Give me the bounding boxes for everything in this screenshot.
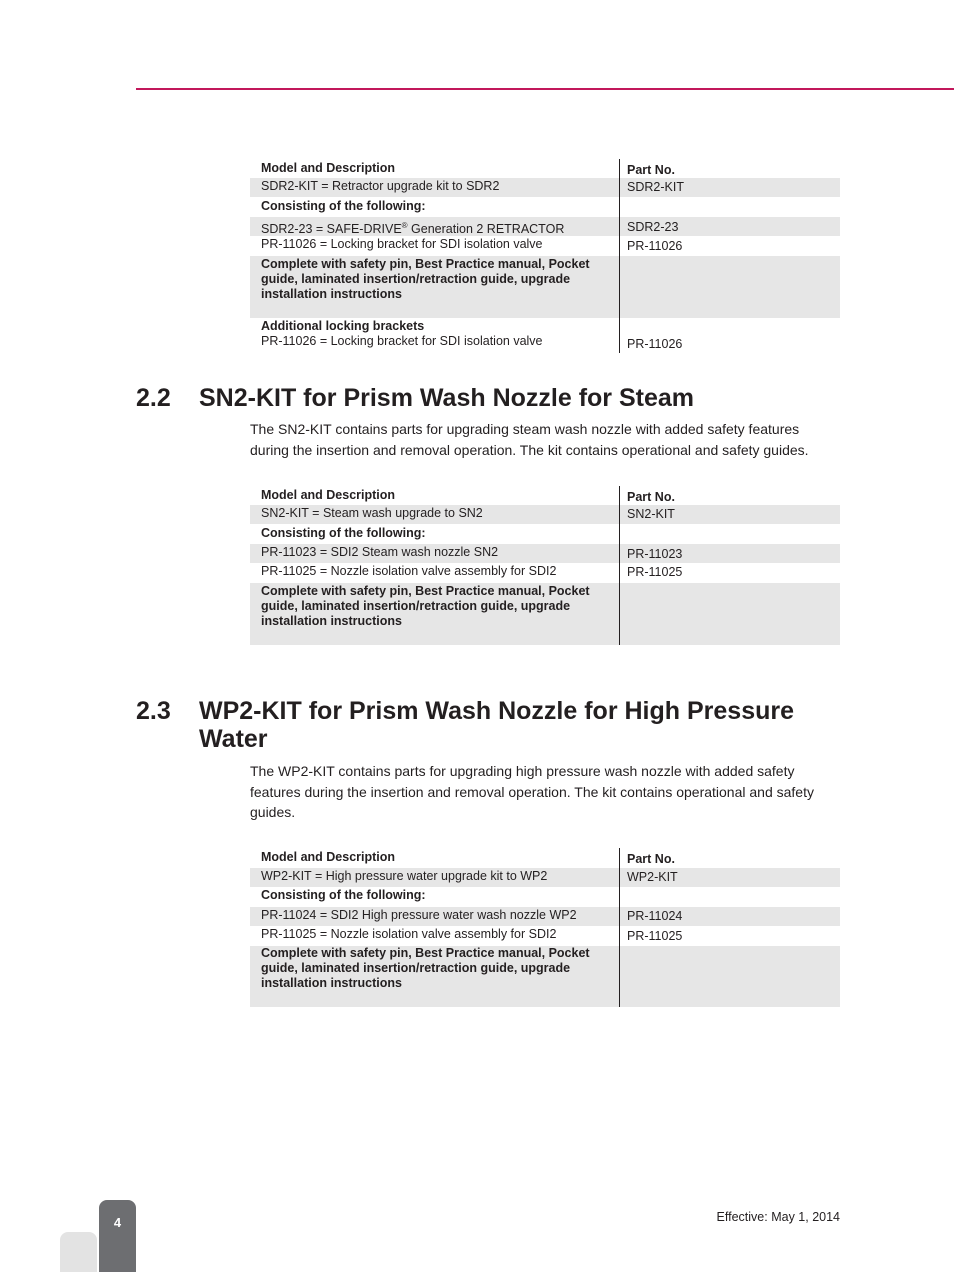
effective-date: Effective: May 1, 2014 [716, 1210, 840, 1224]
additional-brackets [250, 318, 620, 353]
footer-tab-dark [99, 1200, 136, 1272]
complete-with-note: Complete with safety pin, Best Practice manual, Pocket guide, laminated insertion/retraction guide, upgrade installation instructions [250, 946, 620, 1007]
item-part-no: PR-11025 [627, 929, 683, 943]
table-row [250, 217, 840, 236]
item-part-no: SDR2-23 [620, 217, 840, 236]
item-part-no: PR-11023 [620, 544, 840, 563]
table-row [250, 907, 840, 926]
additional-description: PR-11026 = Locking bracket for SDI isolation valve [261, 334, 543, 348]
table-row [250, 197, 840, 217]
item-part-no: PR-11024 [620, 907, 840, 926]
additional-title: Additional locking brackets [261, 319, 425, 333]
section-title: SN2-KIT for Prism Wash Nozzle for Steam [199, 384, 694, 412]
item-description: SDR2-23 = SAFE-DRIVE® Generation 2 RETRACTOR [250, 217, 620, 236]
header-description: Model and Description [250, 159, 620, 178]
kit-description: SN2-KIT = Steam wash upgrade to SN2 [250, 505, 620, 524]
header-description: Model and Description [250, 848, 620, 868]
table-header-row [250, 486, 840, 505]
parts-table-wp2 [250, 848, 840, 1007]
item-part-no: PR-11025 [627, 565, 683, 579]
complete-with-note: Complete with safety pin, Best Practice manual, Pocket guide, laminated insertion/retraction guide, upgrade installation instructions [250, 256, 620, 318]
kit-part-no: SN2-KIT [620, 505, 840, 524]
table-header-row [250, 848, 840, 868]
table-row [250, 563, 840, 583]
header-accent-rule [136, 88, 954, 90]
kit-part-no: SDR2-KIT [620, 178, 840, 197]
table-row [250, 236, 840, 256]
footer-tab-light [60, 1232, 97, 1272]
table-row [250, 178, 840, 197]
parts-table-sn2 [250, 486, 840, 645]
consisting-label: Consisting of the following: [250, 887, 620, 907]
consisting-label: Consisting of the following: [250, 197, 620, 217]
table-row [250, 544, 840, 563]
item-description: PR-11025 = Nozzle isolation valve assembly for SDI2 [250, 926, 620, 946]
item-part-no: PR-11026 [627, 239, 683, 253]
complete-with-note: Complete with safety pin, Best Practice manual, Pocket guide, laminated insertion/retraction guide, upgrade installation instructions [250, 583, 620, 645]
table-row [250, 946, 840, 1007]
table-row [250, 583, 840, 645]
additional-part-no: PR-11026 [627, 337, 683, 351]
header-description: Model and Description [250, 486, 620, 505]
kit-description: WP2-KIT = High pressure water upgrade kit to WP2 [250, 868, 620, 887]
table-header-row [250, 159, 840, 178]
table-row [250, 868, 840, 887]
page-number: 4 [113, 1215, 122, 1230]
section-number: 2.3 [136, 697, 171, 725]
section-title: WP2-KIT for Prism Wash Nozzle for High Pressure Water [199, 697, 795, 753]
item-description: PR-11025 = Nozzle isolation valve assembly for SDI2 [250, 563, 620, 583]
parts-table-sdr2 [250, 159, 840, 353]
header-part-no: Part No. [627, 490, 675, 504]
kit-part-no: WP2-KIT [620, 868, 840, 887]
table-row [250, 887, 840, 907]
header-part-no: Part No. [627, 852, 675, 866]
section-number: 2.2 [136, 384, 171, 412]
registered-mark: ® [401, 221, 408, 230]
section-body: The WP2-KIT contains parts for upgrading high pressure wash nozzle with added safety features during the insertion and removal operation. The kit contains operational and safety guides. [250, 763, 814, 820]
table-row [250, 505, 840, 524]
header-part-no: Part No. [627, 163, 675, 177]
consisting-label: Consisting of the following: [250, 524, 620, 544]
table-row [250, 926, 840, 946]
item-description: PR-11024 = SDI2 High pressure water wash nozzle WP2 [250, 907, 620, 926]
kit-description: SDR2-KIT = Retractor upgrade kit to SDR2 [250, 178, 620, 197]
table-row [250, 524, 840, 544]
table-row [250, 256, 840, 318]
item-description: PR-11026 = Locking bracket for SDI isolation valve [250, 236, 620, 256]
section-body: The SN2-KIT contains parts for upgrading steam wash nozzle with added safety features during the insertion and removal operation. The kit contains operational and safety guides. [250, 421, 809, 458]
item-description: PR-11023 = SDI2 Steam wash nozzle SN2 [250, 544, 620, 563]
table-row [250, 318, 840, 353]
